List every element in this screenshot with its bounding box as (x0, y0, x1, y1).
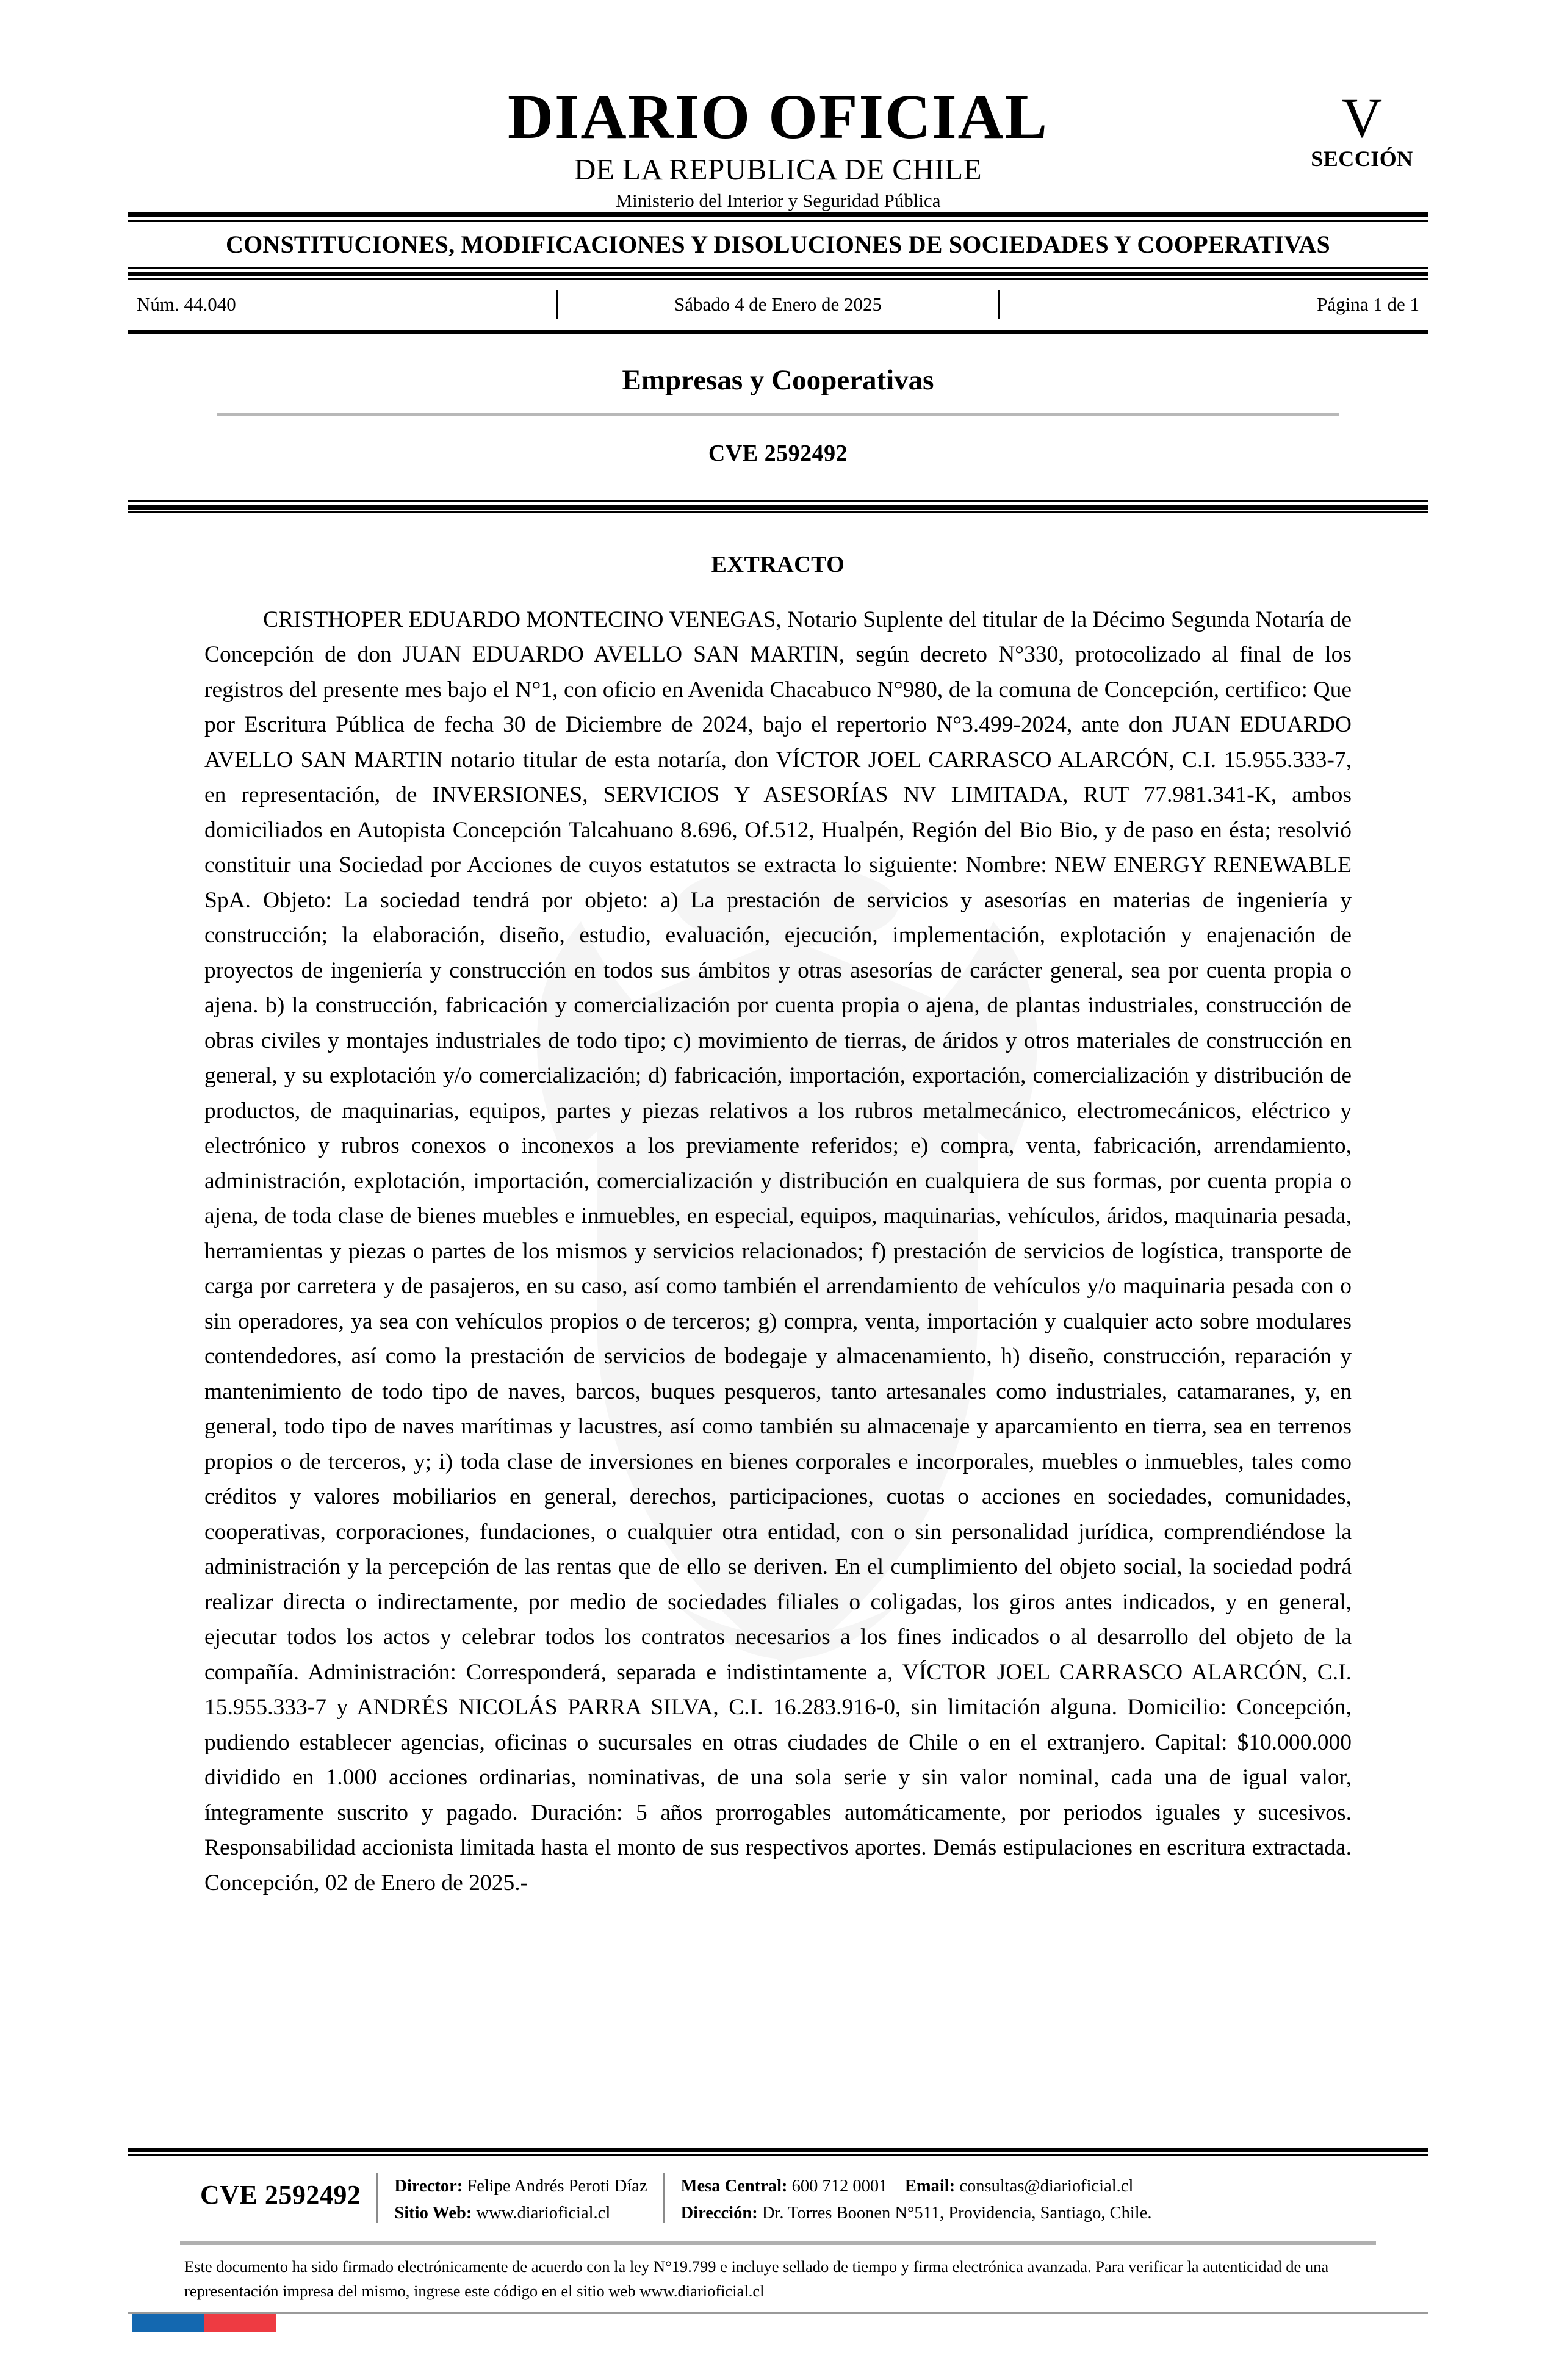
footer-email-value[interactable]: consultas@diarioficial.cl (959, 2177, 1134, 2196)
footer-site-line (394, 2200, 647, 2227)
section-divider (217, 413, 1339, 416)
footer-director-column (378, 2171, 663, 2227)
section-word: SECCIÓN (1311, 146, 1413, 171)
footer-email-label: Email: (904, 2177, 956, 2196)
page-footer (0, 2148, 1556, 2380)
footer-director-value: Felipe Andrés Peroti Díaz (467, 2177, 647, 2196)
legal-notice: Este documento ha sido firmado electrónicamente de acuerdo con la ley N°19.799 e incluye sellado de tiempo y firma electrónica avanzada. Para verificar la autenticidad de una representación impresa del mismo, ingrese este código en el sitio web www.diarioficial.cl (184, 2257, 1329, 2300)
category-banner: CONSTITUCIONES, MODIFICACIONES Y DISOLUCIONES DE SOCIEDADES Y COOPERATIVAS (226, 230, 1330, 258)
footer-grey-divider (180, 2241, 1376, 2245)
page-indicator: Página 1 de 1 (1317, 293, 1419, 315)
meta-bottom-rule (128, 330, 1428, 334)
footer-top-rules (128, 2148, 1428, 2156)
flag-red-segment (204, 2314, 276, 2332)
issue-meta-row (128, 280, 1428, 330)
issue-number: Núm. 44.040 (137, 293, 236, 315)
section-heading: Empresas y Cooperativas (622, 364, 934, 396)
footer-info (128, 2156, 1428, 2233)
flag-empty-space (276, 2314, 1428, 2332)
document-body (204, 602, 1352, 1901)
section-letter: V (1341, 87, 1383, 149)
body-paragraph: CRISTHOPER EDUARDO MONTECINO VENEGAS, Notario Suplente del titular de la Décimo Segunda Notaría de Concepción de don JUAN EDUARDO AVELLO SAN MARTIN, según decreto N°330, protocolizado al final de los registros del presente mes bajo el N°1, con oficio en Avenida Chacabuco N°980, de la comuna de Concepción, certifico: Que por Escritura Pública de fecha 30 de Diciembre de 2024, bajo el repertorio N°3.499-2024, ante don JUAN EDUARDO AVELLO SAN MARTIN notario titular de esta notaría, don VÍCTOR JOEL CARRASCO ALARCÓN, C.I. 15.955.333-7, en representación, de INVERSIONES, SERVICIOS Y ASESORÍAS NV LIMITADA, RUT 77.981.341-K, ambos domiciliados en Autopista Concepción Talcahuano 8.696, Of.512, Hualpén, Región del Bio Bio, y de paso en ésta; resolvió constituir una Sociedad por Acciones de cuyos estatutos se extracta lo siguiente: Nombre: NEW ENERGY RENEWABLE SpA. Objeto: La sociedad tendrá por objeto: a) La prestación de servicios y asesorías en materias de ingeniería y construcción; la elaboración, diseño, estudio, evaluación, ejecución, implementación, explotación y enajenación de proyectos de ingeniería y construcción en todos sus ámbitos y otras asesorías de carácter general, sea por cuenta propia o ajena. b) la construcción, fabricación y comercialización por cuenta propia o ajena, de plantas industriales, construcción de obras civiles y montajes industriales de todo tipo; c) movimiento de tierras, de áridos y otros materiales de construcción en general, y su explotación y/o comercialización; d) fabricación, importación, exportación, comercialización y distribución de productos, de maquinarias, equipos, partes y piezas relativos a los rubros metalmecánico, electromecánicos, eléctrico y electrónico y rubros conexos o inconexos a los previamente referidos; e) compra, venta, fabricación, arrendamiento, administración, explotación, importación, comercialización y distribución en cualquiera de sus formas, por cuenta propia o ajena, de toda clase de bienes muebles e inmuebles, en especial, equipos, maquinarias, vehículos, áridos, maquinaria pesada, herramientas y piezas o partes de los mismos y servicios relacionados; f) prestación de servicios de logística, transporte de carga por carretera y de pasajeros, en su caso, así como también el arrendamiento de vehículos y/o maquinaria pesada con o sin operadores, ya sea con vehículos propios o de terceros; g) compra, venta, importación y cualquier acto sobre modulares contendedores, así como la prestación de servicios de bodegaje y almacenamiento, h) diseño, construcción, reparación y mantenimiento de todo tipo de naves, barcos, buques pesqueros, tanto artesanales como industriales, catamaranes, y, en general, todo tipo de naves marítimas y lacustres, así como también su almacenaje y aparcamiento en tierra, sea en terrenos propios o de terceros, y; i) toda clase de inversiones en bienes corporales e incorporales, muebles o inmuebles, tales como créditos y valores mobiliarios en general, derechos, participaciones, cuotas o acciones en sociedades, comunidades, cooperativas, corporaciones, fundaciones, o cualquier otra entidad, con o sin personalidad jurídica, comprendiéndose la administración y la percepción de las rentas que de ello se deriven. En el cumplimiento del objeto social, la sociedad podrá realizar directa o indirectamente, por medio de sociedades filiales o coligadas, los giros antes indicados, y en general, ejecutar todos los actos y celebrar todos los contratos necesarios a los fines indicados o al desarrollo del objeto de la compañía. Administración: Corresponderá, separada e indistintamente a, VÍCTOR JOEL CARRASCO ALARCÓN, C.I. 15.955.333-7 y ANDRÉS NICOLÁS PARRA SILVA, C.I. 16.283.916-0, sin limitación alguna. Domicilio: Concepción, pudiendo establecer agencias, oficinas o sucursales en otras ciudades de Chile o en el extranjero. Capital: $10.000.000 dividido en 1.000 acciones ordinarias, nominativas, de una sola serie y sin valor nominal, cada una de igual valor, íntegramente suscrito y pagado. Duración: 5 años prorrogables automáticamente, por periodos iguales y sucesivos. Responsabilidad accionista limitada hasta el monto de sus respectivos aportes. Demás estipulaciones en escritura extractada. Concepción, 02 de Enero de 2025.- (204, 607, 1352, 1895)
banner-bottom-rules (128, 267, 1428, 280)
footer-site-label: Sitio Web: (394, 2204, 472, 2223)
masthead-ministry: Ministerio del Interior y Seguridad Pública (615, 190, 941, 212)
issue-date: Sábado 4 de Enero de 2025 (674, 293, 882, 315)
footer-cve: CVE 2592492 (200, 2180, 361, 2210)
footer-phone-email-line (681, 2173, 1152, 2200)
flag-blue-segment (132, 2314, 204, 2332)
banner-top-rules (128, 212, 1428, 222)
document-type-heading: EXTRACTO (711, 551, 845, 577)
footer-address-line (681, 2200, 1152, 2227)
footer-address-value: Dr. Torres Boonen N°511, Providencia, Santiago, Chile. (762, 2204, 1152, 2223)
masthead (0, 0, 1556, 212)
footer-phone-label: Mesa Central: (680, 2177, 788, 2196)
document-top-rules (128, 500, 1428, 513)
section-mark (1277, 87, 1447, 171)
cve-heading: CVE 2592492 (708, 440, 848, 466)
footer-site-value[interactable]: www.diarioficial.cl (476, 2204, 611, 2223)
chile-flag-bar (128, 2314, 1428, 2332)
footer-director-label: Director: (394, 2177, 463, 2196)
footer-address-label: Dirección: (680, 2204, 758, 2223)
footer-director-line (394, 2173, 647, 2200)
footer-contact-column (665, 2171, 1168, 2227)
footer-phone-value: 600 712 0001 (791, 2177, 888, 2196)
footer-bottom-padding (0, 2332, 1556, 2380)
page-title: DIARIO OFICIAL (507, 82, 1049, 152)
masthead-subtitle: DE LA REPUBLICA DE CHILE (574, 153, 982, 186)
